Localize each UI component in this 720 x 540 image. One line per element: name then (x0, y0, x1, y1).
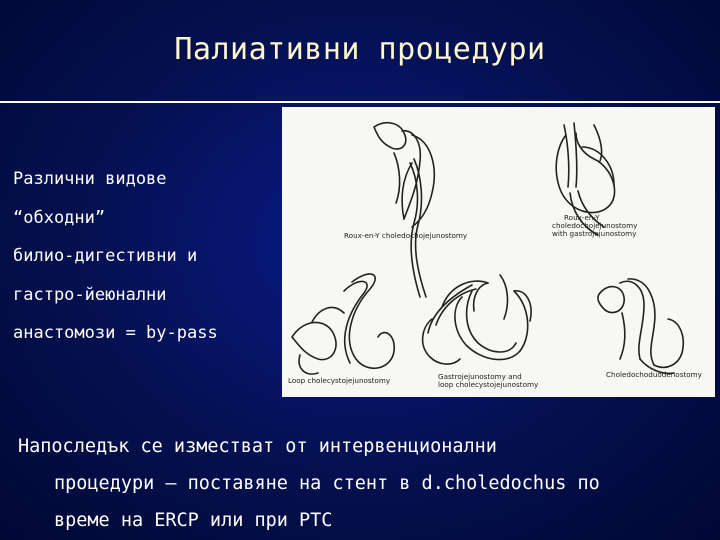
label-choledochoduodenostomy: Choledochoduodenostomy (606, 370, 702, 379)
left-text-line: “обходни” (13, 207, 106, 228)
title-divider (0, 101, 720, 103)
slide-title: Палиативни процедури (174, 32, 546, 67)
bottom-text-line: време на ERCP или при PTC (54, 510, 333, 531)
label-with-gastrojejunostomy: with gastrojejunostomy (552, 229, 637, 238)
label-loop-cholecystojejunostomy-2: loop cholecystojejunostomy (438, 380, 539, 389)
bottom-text-line: процедури – поставяне на стент в d.choledochus по (54, 473, 600, 494)
left-text-line: гастро-йеюнални (13, 284, 167, 305)
bottom-text-block (18, 428, 713, 539)
bypass-drawings (282, 107, 715, 397)
label-loop-cholecystojejunostomy: Loop cholecystojejunostomy (288, 376, 391, 385)
left-text-block (13, 160, 283, 353)
bottom-text-line: Напоследък се изместват от интервенционални (18, 436, 497, 457)
label-choledochojejunostomy: choledochojejunostomy (552, 221, 638, 230)
label-gastrojejunostomy: Gastrojejunostomy and (438, 372, 522, 381)
surgical-bypass-illustration (282, 107, 715, 397)
left-text-line: анастомози = by-pass (13, 323, 218, 343)
left-text-line: Различни видове (13, 169, 167, 189)
label-roux-en-y-2: Roux-en-Y (564, 213, 600, 222)
label-roux-en-y: Roux-en-Y choledochojejunostomy (344, 231, 468, 240)
left-text-line: билио-дигестивни и (13, 246, 198, 266)
